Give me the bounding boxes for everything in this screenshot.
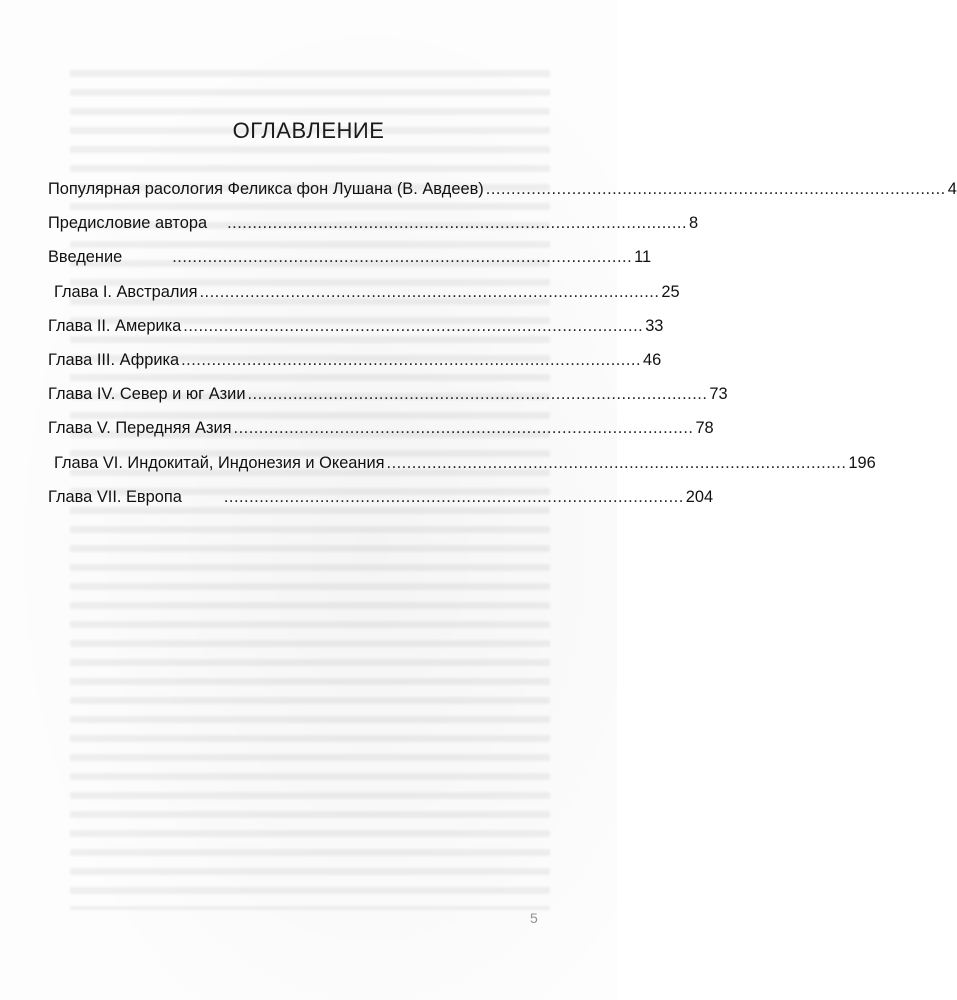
toc-leader-dots: ........................................................................................... xyxy=(172,248,633,267)
toc-entry-page: 78 xyxy=(695,419,714,438)
toc-leader-dots: ........................................................................................... xyxy=(233,419,694,438)
toc-entry-chapter-6 xyxy=(48,453,876,488)
table-of-contents xyxy=(48,180,957,522)
toc-entry-page: 25 xyxy=(661,282,680,301)
toc-entry-label: Глава VII. Европа xyxy=(48,487,182,506)
toc-entry-page: 4 xyxy=(947,180,957,198)
toc-entry-chapter-7 xyxy=(48,487,714,522)
toc-entry-label: Глава IV. Север и юг Азии xyxy=(48,385,246,404)
toc-entry-page: 196 xyxy=(848,453,876,472)
page-title: ОГЛАВЛЕНИЕ xyxy=(232,118,385,143)
toc-entry-page: 73 xyxy=(709,385,728,404)
toc-entry-introduction xyxy=(48,248,652,282)
toc-entry-chapter-3 xyxy=(48,350,662,385)
toc-entry-chapter-2 xyxy=(48,316,664,351)
toc-entry-label: Предисловие автора xyxy=(48,214,208,233)
toc-entry-page: 8 xyxy=(689,214,699,233)
toc-entry-author-preface xyxy=(48,214,699,248)
toc-entry-page: 33 xyxy=(645,316,664,335)
toc-entry-label: Популярная расология Феликса фон Лушана (В. Авдеев) xyxy=(48,180,484,198)
toc-entry-chapter-1 xyxy=(48,282,680,317)
toc-entry-label: Глава I. Австралия xyxy=(54,282,198,301)
toc-leader-dots: ........................................................................................... xyxy=(485,180,946,198)
toc-entry-page: 204 xyxy=(685,487,714,506)
toc-leader-dots: ........................................................................................... xyxy=(247,385,708,404)
toc-entry-chapter-4 xyxy=(48,385,728,419)
toc-leader-dots: ........................................................................................... xyxy=(386,453,847,472)
toc-entry-label: Глава V. Передняя Азия xyxy=(48,419,232,438)
toc-leader-dots: ........................................................................................... xyxy=(199,282,660,301)
toc-leader-dots: ........................................................................................... xyxy=(223,487,684,506)
toc-entry-page: 11 xyxy=(634,248,652,267)
toc-entry-label: Введение xyxy=(48,248,123,267)
toc-leader-dots: ........................................................................................... xyxy=(183,316,644,335)
page-number: 5 xyxy=(530,910,538,926)
toc-entry-chapter-5 xyxy=(48,419,714,453)
toc-entry-page: 46 xyxy=(643,350,662,369)
toc-entry-foreword-avdeev xyxy=(48,180,957,214)
toc-entry-label: Глава III. Африка xyxy=(48,350,180,369)
toc-entry-label: Глава VI. Индокитай, Индонезия и Океания xyxy=(54,453,385,472)
toc-leader-dots: ........................................................................................... xyxy=(227,214,688,233)
toc-leader-dots: ........................................................................................... xyxy=(181,350,642,369)
toc-entry-label: Глава II. Америка xyxy=(48,316,182,335)
